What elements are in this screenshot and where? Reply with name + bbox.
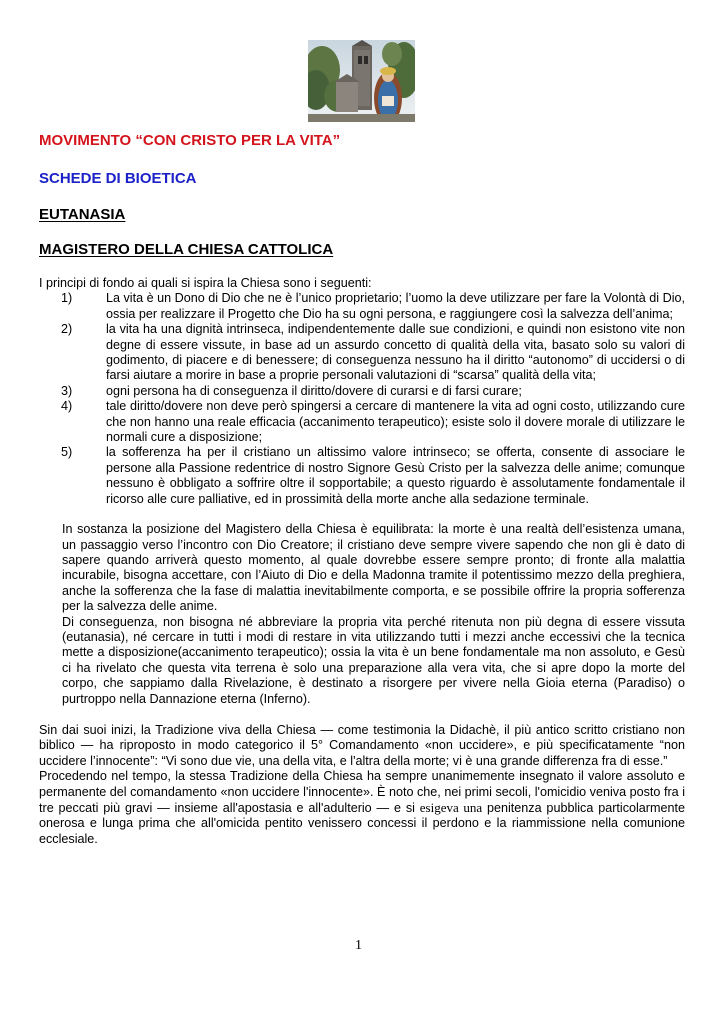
- summary-paragraph: In sostanza la posizione del Magistero della Chiesa è equilibrata: la morte è una realtà dell’esistenza umana, un passaggio verso l’incontro con Dio Creatore; il cristiano deve sempre vivere sapendo che non gli è dato di sapere quando arriverà questo momento, al quale dovrebbe essere sempre pronto; di fronte alla malattia incurabile, bisogna accettare, con l’Aiuto di Dio e della Madonna tramite il potentissimo mezzo della preghiera, anche la sofferenza che la fase di malattia inevitabilmente comporta, e se possibile offrire la propria sofferenza per la salvezza delle anime.: [62, 522, 685, 614]
- list-number: 1): [61, 291, 73, 306]
- list-item-text: ogni persona ha di conseguenza il diritto/dovere di curarsi e di farsi curare;: [106, 383, 522, 398]
- list-item-text: tale diritto/dovere non deve però spingersi a cercare di mantenere la vita ad ogni costo, utilizzando cure che non hanno una reale efficacia (accanimento terapeutico); esiste solo il dovere morale di utilizzare le normali cure a disposizione;: [106, 399, 685, 445]
- list-item: [39, 291, 685, 322]
- intro-text: I principi di fondo ai quali si ispira la Chiesa sono i seguenti:: [39, 276, 372, 290]
- principles-list: [39, 291, 685, 507]
- list-item: [39, 384, 685, 399]
- series-title: SCHEDE DI BIOETICA: [39, 170, 197, 187]
- list-item: [39, 322, 685, 384]
- tradition-paragraph: Sin dai suoi inizi, la Tradizione viva della Chiesa — come testimonia la Didachè, il più antico scritto cristiano non biblico — ha riproposto in modo categorico il 5° Comandamento «non uccidere», e più specificatamente “non uccidere l’innocente”: “Vi sono due vie, una della vita, e l'altra della morte; vi è una grande differenza fra di esse.”: [39, 722, 685, 768]
- list-number: 3): [61, 383, 73, 398]
- list-number: 4): [61, 399, 73, 414]
- section-title: MAGISTERO DELLA CHIESA CATTOLICA: [39, 241, 334, 258]
- list-item: [39, 445, 685, 507]
- page-number: 1: [355, 938, 362, 953]
- movement-title: MOVIMENTO “CON CRISTO PER LA VITA”: [39, 132, 341, 149]
- document-body: [39, 276, 685, 847]
- history-text-tail: penitenza pubblica particolarmente onerosa e lunga prima che all'omicida pentito venissero concessi il perdono e la riammissione nella comunione ecclesiale.: [39, 801, 685, 846]
- list-item: [39, 399, 685, 445]
- history-text-main: Procedendo nel tempo, la stessa Tradizione della Chiesa ha sempre unanimemente insegnato il valore assoluto e permanente del comandamento «non uccidere l'innocente». È noto che, nei primi secoli, l'omicidio veniva posto fra i tre peccati più gravi — insieme all'apostasia e all'adulterio — e si: [39, 769, 685, 815]
- topic-title: EUTANASIA: [39, 206, 126, 223]
- history-text-serif: esigeva una: [419, 800, 483, 815]
- history-paragraph: [39, 769, 685, 847]
- list-item-text: La vita è un Dono di Dio che ne è l’unico proprietario; l’uomo la deve utilizzare per fare la Volontà di Dio, ossia per realizzare il Progetto che Dio ha su ogni persona, e raggiungere così la salvezza dell’anima;: [106, 291, 685, 321]
- list-item-text: la vita ha una dignità intrinseca, indipendentemente dalle sue condizioni, e quindi non esistono vite non degne di essere vissute, in base ad un assurdo concetto di qualità della vita, basato solo su valori di godimento, di piacere e di benessere; di conseguenza nessuno ha il diritto “autonomo” di uccidersi o di farsi aiutare a morire in base a proprie personali valutazioni di “scarsa” qualità della vita;: [106, 322, 685, 383]
- list-number: 5): [61, 445, 73, 460]
- church-and-madonna-photo: [308, 40, 415, 122]
- consequence-paragraph: Di conseguenza, non bisogna né abbreviare la propria vita perché ritenuta non più degna di essere vissuta (eutanasia), né cercare in tutti i modi di restare in vita utilizzando tutti i mezzi anche eccessivi che la tecnica mette a disposizione(accanimento terapeutico); ossia la vita è un bene fondamentale ma non assoluto, e Gesù ci ha rivelato che questa vita terrena è solo una preparazione alla vera vita, che si apre dopo la morte del corpo, che sappiamo dalla Rivelazione, è destinato a risorgere per vivere nella Gioia eterna (Paradiso) o purtroppo nella Dannazione eterna (Inferno).: [62, 614, 685, 706]
- list-number: 2): [61, 322, 73, 337]
- list-item-text: la sofferenza ha per il cristiano un altissimo valore intrinseco; se offerta, consente di associare le persone alla Passione redentrice di nostro Signore Gesù Cristo per la salvezza delle anime; comunque nessuno è obbligato a soffrire oltre il sopportabile; a questo riguardo è assolutamente fondamentale il ricorso alle cure palliative, ed in prossimità della morte anche alla sedazione terminale.: [106, 445, 685, 506]
